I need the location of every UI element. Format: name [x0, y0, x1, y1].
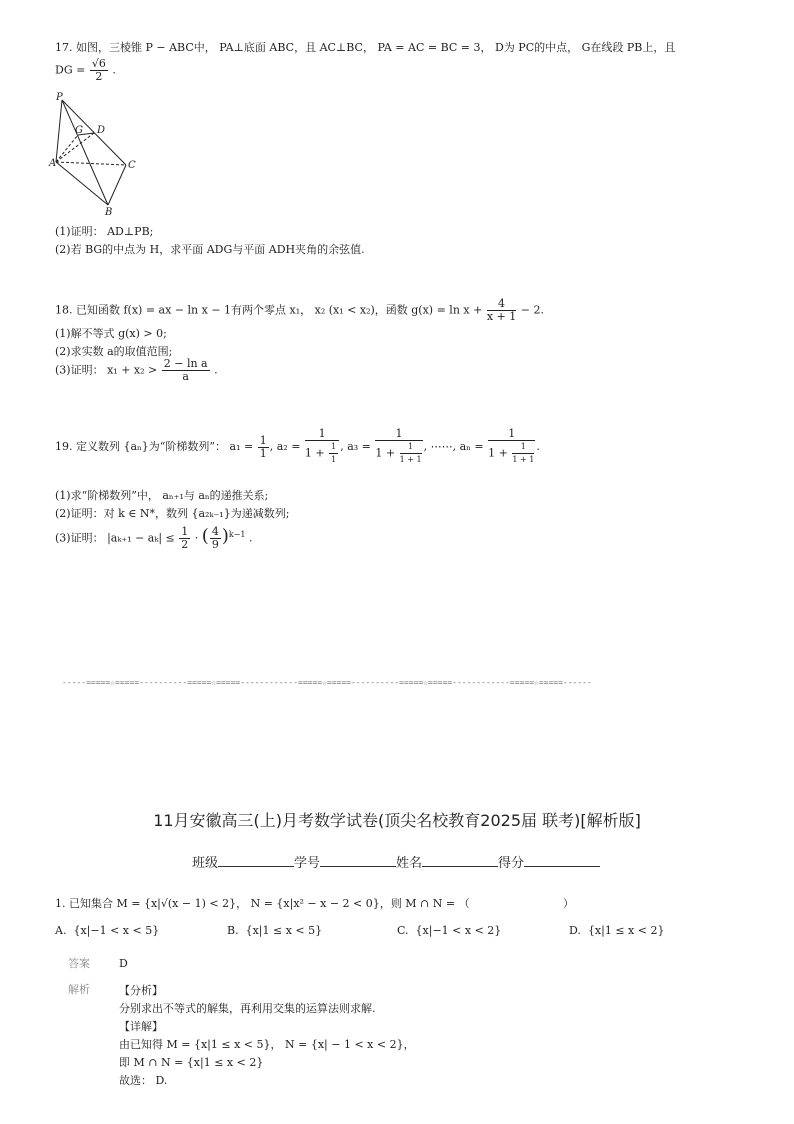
q19-a1-num: 1 — [259, 433, 267, 447]
q17-part1: (1)证明： AD⊥PB; — [55, 225, 154, 238]
q19-a2-inner-den: 1 — [331, 455, 337, 464]
label-p: P — [56, 92, 63, 103]
q18-part1: (1)解不等式 g(x) > 0; — [55, 327, 167, 340]
q19-a2-inner-num: 1 — [329, 441, 338, 454]
edge-cb — [108, 165, 126, 205]
q19-part3-paren-num: 4 — [211, 525, 219, 538]
q19-an-inner-den — [512, 454, 534, 466]
q18-part3-frac — [162, 358, 210, 383]
field-id-label: 学号 — [294, 856, 321, 871]
q19-part3-pre: (3)证明： |aₖ₊₁ − aₖ| ≤ — [55, 531, 179, 545]
q19-a2-pre: , a₂ = — [269, 440, 304, 453]
q1-option-d — [569, 923, 664, 938]
q1-option-a — [55, 923, 159, 938]
q19-part3 — [55, 526, 252, 551]
q17-dg-lhs: DG = — [55, 63, 89, 77]
q19-a3-inner-den-text: 1 + — [399, 455, 417, 464]
answer-label: 答案 — [68, 957, 90, 970]
label-a: A — [49, 158, 57, 169]
q19-paren-open: ( — [201, 525, 209, 547]
analysis-line: 【分析】 — [119, 984, 163, 997]
q19-a1-den: 1 — [259, 446, 267, 460]
analysis-label: 解析 — [68, 983, 90, 996]
q1-option-c-label: C. — [397, 924, 409, 937]
q1-option-c — [397, 923, 501, 938]
q19-an-frac — [488, 428, 535, 466]
label-g: G — [75, 125, 83, 136]
q19-part3-half — [179, 526, 190, 551]
q18-part3-num: 2 − ln a — [163, 357, 208, 370]
q18-g-den: x + 1 — [486, 310, 517, 323]
q17-dg-num: √6 — [91, 57, 106, 70]
q19-an-inner-num: 1 — [512, 441, 534, 454]
q19-a3-inner-num: 1 — [400, 441, 422, 454]
q19-an-num: 1 — [488, 428, 535, 441]
q19-part3-half-num: 1 — [181, 525, 189, 538]
q18-g-frac — [487, 298, 516, 323]
edge-ac — [56, 162, 126, 165]
q19-part3-paren-den: 9 — [211, 538, 219, 551]
edge-ag — [56, 135, 78, 162]
q18-part3 — [55, 358, 218, 383]
q18-stem-end: − 2. — [520, 303, 544, 317]
analysis-line: 即 M ∩ N = {x|1 ≤ x < 2} — [119, 1056, 264, 1069]
q1-option-c-text: {x|−1 < x < 2} — [415, 924, 502, 937]
analysis-body — [119, 982, 415, 1090]
q19-a3-inner-den-one: 1 — [416, 455, 422, 464]
q19-part3-exp: k−1 — [228, 529, 246, 539]
q1-option-a-text: {x|−1 < x < 5} — [73, 924, 160, 937]
q1-option-b-text: {x|1 ≤ x < 5} — [245, 924, 323, 937]
q19-stem — [55, 428, 540, 466]
q19-a2-inner — [329, 441, 338, 466]
q19-an-inner-den-text: 1 + — [512, 455, 530, 464]
q1-option-d-label: D. — [569, 924, 581, 937]
q19-a3-den — [375, 441, 422, 466]
q19-stem-pre: 19. 定义数列 {aₙ}为“阶梯数列”： a₁ = — [55, 440, 257, 453]
q19-a3-inner-den — [400, 454, 422, 466]
analysis-line: 分别求出不等式的解集，再利用交集的运算法则求解. — [119, 1002, 376, 1015]
q19-a2-den-text: 1 + — [304, 446, 329, 460]
q19-end: . — [536, 440, 540, 453]
q19-part3-half-den: 2 — [181, 538, 189, 551]
field-name-label: 姓名 — [396, 856, 423, 871]
q19-a3-inner — [400, 441, 422, 466]
edge-pa — [56, 100, 62, 162]
field-id-blank[interactable] — [320, 854, 396, 867]
analysis-line: 故选： D. — [119, 1074, 168, 1087]
q19-a3-pre: , a₃ = — [340, 440, 375, 453]
edge-pc — [62, 100, 126, 165]
q17-dg-end: . — [112, 63, 116, 77]
q19-part2: (2)证明：对 k ∈ N*，数列 {a₂ₖ₋₁}为递减数列; — [55, 507, 290, 520]
edge-ad — [56, 133, 94, 162]
q17-part2: (2)若 BG的中点为 H，求平面 ADG与平面 ADH夹角的余弦值. — [55, 243, 365, 256]
q19-a3-frac — [375, 428, 422, 466]
q18-part3-den: a — [182, 370, 189, 383]
q18-stem-text: 18. 已知函数 f(x) = ax − ln x − 1有两个零点 x₁， x₂ (x₁ < x₂)，函数 g(x) = ln x + — [55, 303, 486, 317]
q19-part3-paren — [210, 526, 221, 551]
answer-value: D — [119, 957, 128, 970]
q1-option-d-text: {x|1 ≤ x < 2} — [587, 924, 665, 937]
field-class-blank[interactable] — [218, 854, 294, 867]
field-class-label: 班级 — [192, 856, 219, 871]
field-name-blank[interactable] — [422, 854, 498, 867]
label-c: C — [128, 160, 136, 171]
field-score-label: 得分 — [498, 856, 525, 871]
q19-an-den — [488, 441, 535, 466]
q19-a3-den-text: 1 + — [375, 446, 399, 460]
field-score-blank[interactable] — [524, 854, 600, 867]
q1-paren-close: ） — [563, 897, 574, 910]
q18-part2: (2)求实数 a的取值范围; — [55, 345, 173, 358]
q17-dg-frac — [90, 58, 108, 83]
student-fields — [192, 852, 600, 871]
q19-an-inner — [512, 441, 534, 466]
q18-g-num: 4 — [487, 298, 516, 311]
q1-option-b — [227, 923, 322, 938]
page-title: 11月安徽高三(上)月考数学试卷(顶尖名校教育2025届 联考)[解析版] — [153, 811, 641, 830]
q18-stem — [55, 298, 544, 323]
analysis-line: 【详解】 — [119, 1020, 163, 1033]
q19-a1-frac — [258, 435, 269, 460]
analysis-line: 由已知得 M = {x|1 ≤ x < 5}， N = {x| − 1 < x < 2}， — [119, 1038, 415, 1051]
q19-an-inner-den-one: 1 — [529, 455, 535, 464]
label-b: B — [105, 207, 113, 218]
q19-dots: , ⋯⋯, aₙ = — [423, 440, 488, 453]
edge-ab — [56, 162, 108, 205]
q19-paren-close: ) — [221, 525, 229, 547]
q1-stem: 1. 已知集合 M = {x|√(x − 1) < 2}， N = {x|x² − x − 2 < 0}，则 M ∩ N = （ — [55, 897, 470, 910]
q17-dg-den: 2 — [95, 70, 103, 83]
label-d: D — [97, 125, 106, 136]
q17-stem: 17. 如图，三棱锥 P − ABC中， PA⊥底面 ABC，且 AC⊥BC， PA = AC = BC = 3， D为 PC的中点， G在线段 PB上，且 — [55, 41, 676, 54]
q19-a3-num: 1 — [375, 428, 422, 441]
q19-part3-mid: · — [191, 531, 202, 545]
q19-a2-den — [305, 441, 339, 466]
q18-part3-pre: (3)证明： x₁ + x₂ > — [55, 363, 161, 377]
q1-option-b-label: B. — [227, 924, 239, 937]
q19-a2-num: 1 — [305, 428, 339, 441]
q19-part3-end: . — [248, 531, 253, 545]
q19-part1: (1)求“阶梯数列”中， aₙ₊₁与 aₙ的递推关系; — [55, 489, 269, 502]
q19-an-den-text: 1 + — [488, 446, 512, 460]
q18-part3-end: . — [214, 363, 218, 377]
section-separator: -----=====☆=====----------=====☆=====------------=====☆=====----------=====☆=====------------=====☆=====------ — [62, 678, 592, 687]
q1-option-a-label: A. — [55, 924, 67, 937]
q19-a2-frac — [305, 428, 339, 466]
pyramid-figure — [48, 90, 148, 220]
q17-dg-line — [55, 58, 116, 83]
